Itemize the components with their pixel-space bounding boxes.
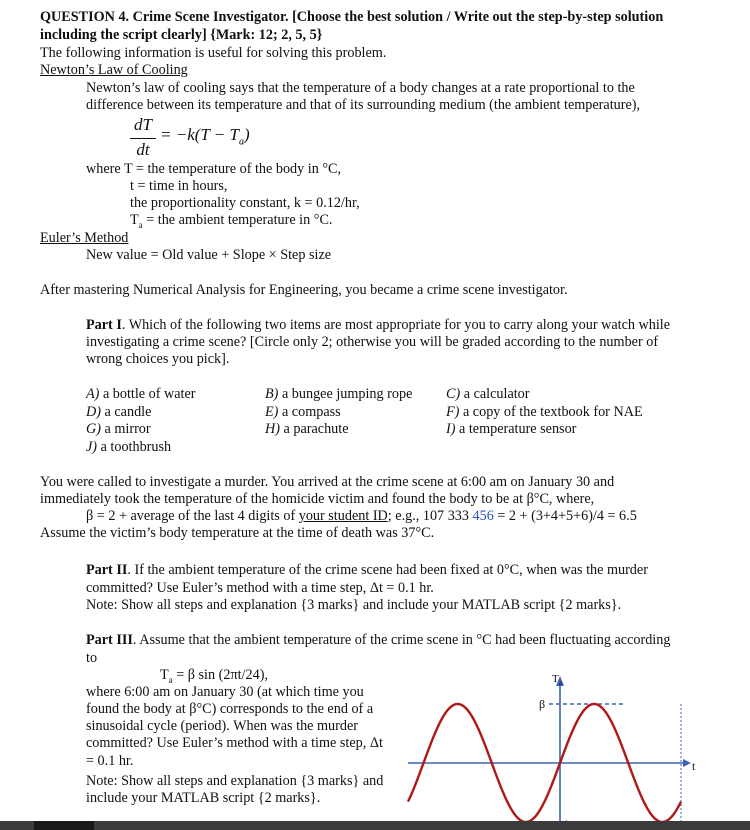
scenario-line2: immediately took the temperature of the homicide victim and found the body to be at β°C, where, [40, 491, 595, 507]
newton-para-line2: difference between its temperature and that of its surrounding medium (the ambient temperature), [86, 97, 641, 113]
part3-line1 [86, 632, 670, 650]
beta-mid: ; e.g., 107 333 [387, 508, 473, 524]
euler-formula: New value = Old value + Slope × Step size [86, 247, 332, 263]
where-line1: where T = the temperature of the body in °C, [86, 161, 342, 177]
eq-subscript: a [238, 136, 244, 148]
ambient-temperature-graph [400, 668, 700, 828]
beta-definition [86, 508, 637, 526]
part3-line2: to [86, 650, 98, 666]
part1-line2: investigating a crime scene? [Circle only 2; otherwise you will be graded according to the number of [86, 334, 659, 350]
choice-c[interactable]: C) a calculator [446, 386, 530, 402]
eq-rhs: = −k(T − T [160, 125, 239, 144]
part3-label: Part III [86, 632, 133, 648]
scenario-line1: You were called to investigate a murder. You arrived at the crime scene at 6:00 am on January 30 and [40, 474, 615, 490]
eq-numerator: dT [134, 115, 152, 134]
story-text: After mastering Numerical Analysis for Engineering, you became a crime scene investigator. [40, 282, 568, 298]
beta-pre: β = 2 + average of the last 4 digits of [86, 508, 299, 524]
part2-label: Part II [86, 562, 128, 578]
y-axis-label: T [552, 673, 559, 685]
scroll-thumb[interactable] [34, 821, 94, 830]
part3-p4: committed? Use Euler’s method with a time step, Δt [86, 735, 383, 751]
beta-tick-label: β [539, 697, 546, 711]
part3-line1-rest: . Assume that the ambient temperature of the crime scene in °C had been fluctuating according [132, 632, 671, 648]
formula-sub: a [168, 674, 173, 685]
x-axis-label: t [692, 759, 696, 773]
part3-p3: sinusoidal cycle (period). When was the murder [86, 718, 358, 734]
choice-i[interactable]: I) a temperature sensor [446, 421, 577, 437]
part3-note1: Note: Show all steps and explanation {3 marks} and [86, 773, 384, 789]
formula-symbol: T [160, 667, 169, 683]
where-line4-sub: a [138, 219, 143, 230]
part1-label: Part I [86, 317, 122, 333]
where-line4-symbol: T [130, 212, 139, 228]
eq-denominator: dt [136, 140, 150, 159]
assume-text: Assume the victim’s body temperature at the time of death was 37°C. [40, 525, 435, 541]
part2-line1 [86, 562, 648, 580]
choice-g[interactable]: G) a mirror [86, 421, 151, 437]
choice-a[interactable]: A) a bottle of water [86, 386, 196, 402]
intro-text: The following information is useful for solving this problem. [40, 45, 387, 61]
euler-heading: Euler’s Method [40, 230, 129, 246]
student-id-text: your student ID [298, 508, 388, 524]
where-line2: t = time in hours, [130, 178, 228, 194]
newton-para-line1: Newton’s law of cooling says that the temperature of a body changes at a rate proportional to the [86, 80, 635, 96]
part2-line1-rest: . If the ambient temperature of the crime scene had been fixed at 0°C, when was the murder [127, 562, 648, 578]
part1-line3: wrong choices you pick]. [86, 351, 230, 367]
beta-post: = 2 + (3+4+5+6)/4 = 6.5 [493, 508, 637, 524]
where-line3: the proportionality constant, k = 0.12/hr, [130, 195, 360, 211]
part2-line2: committed? Use Euler’s method with a time step, Δt = 0.1 hr. [86, 580, 434, 596]
choice-d[interactable]: D) a candle [86, 404, 152, 420]
x-axis-arrow-icon [683, 759, 691, 767]
where-line4-text: = the ambient temperature in °C. [142, 212, 333, 228]
question-title-line1: QUESTION 4. Crime Scene Investigator. [Choose the best solution / Write out the step-by-step solution [40, 9, 664, 25]
question-title-line2: including the script clearly] {Mark: 12; 2, 5, 5} [40, 27, 323, 43]
part3-p5: = 0.1 hr. [86, 753, 134, 769]
choice-e[interactable]: E) a compass [265, 404, 341, 420]
choice-f[interactable]: F) a copy of the textbook for NAE [446, 404, 643, 420]
part3-p2: found the body at β°C) corresponds to the end of a [86, 701, 374, 717]
beta-digits: 456 [472, 508, 494, 524]
part1-line1 [86, 317, 670, 335]
choice-j[interactable]: J) a toothbrush [86, 439, 172, 455]
where-line4 [130, 212, 332, 234]
y-axis-label-sub: a [559, 679, 563, 687]
part3-p1: where 6:00 am on January 30 (at which time you [86, 684, 364, 700]
fraction-bar [130, 138, 156, 139]
bottom-scroll-bar[interactable] [0, 821, 750, 830]
choice-h[interactable]: H) a parachute [265, 421, 349, 437]
choice-b[interactable]: B) a bungee jumping rope [265, 386, 413, 402]
eq-close: ) [243, 125, 250, 144]
newton-heading: Newton’s Law of Cooling [40, 62, 188, 78]
part1-line1-rest: . Which of the following two items are most appropriate for you to carry along your watch while [121, 317, 671, 333]
part2-note: Note: Show all steps and explanation {3 marks} and include your MATLAB script {2 marks}. [86, 597, 622, 613]
part3-note2: include your MATLAB script {2 marks}. [86, 790, 321, 806]
formula-rest: = β sin (2πt/24), [172, 667, 268, 683]
